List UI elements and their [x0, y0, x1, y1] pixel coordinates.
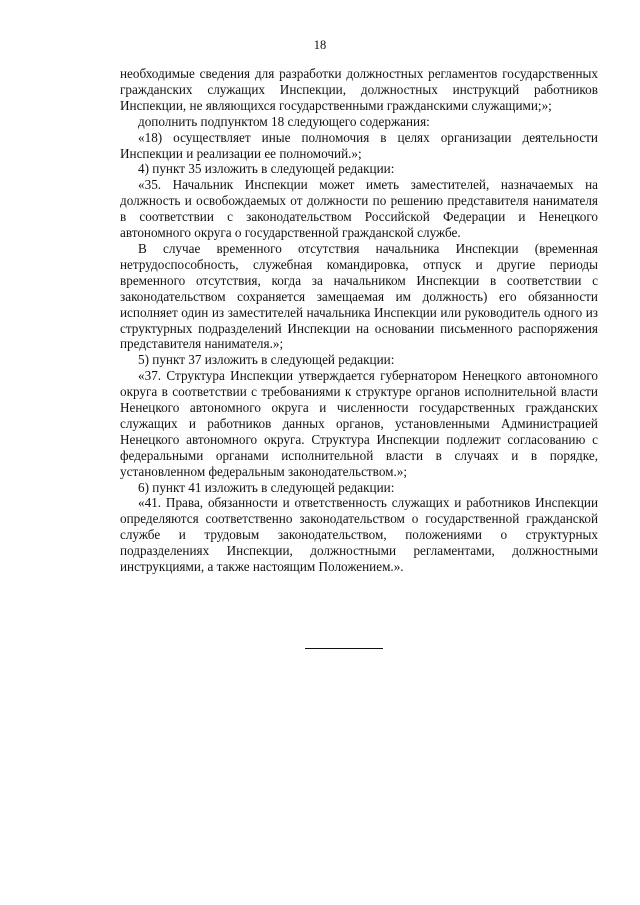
paragraph-4: 4) пункт 35 изложить в следующей редакции:	[138, 161, 395, 177]
paragraph-6: В случае временного отсутствия начальника Инспекции (временная нетрудоспособность, служебная командировка, отпуск и другие периоды временного отсутствия, когда за начальником Инспекции в соответствии с законодательством сохраняется замещаемая им должность) его обязанности исполняет один из заместителей начальника Инспекции или руководитель одного из структурных подразделений Инспекции на основании письменного распоряжения представителя нанимателя.»;	[120, 240, 598, 352]
paragraph-1: необходимые сведения для разработки должностных регламентов государственных гражданских служащих Инспекции, должностных инструкций работников Инспекции, не являющихся государственными гражданскими служащими;»;	[120, 66, 598, 113]
paragraph-2: дополнить подпунктом 18 следующего содержания:	[138, 113, 430, 129]
paragraph-7: 5) пункт 37 изложить в следующей редакции:	[138, 352, 395, 368]
document-body	[120, 66, 598, 575]
paragraph-9: 6) пункт 41 изложить в следующей редакции:	[138, 479, 395, 495]
paragraph-3: «18) осуществляет иные полномочия в целях организации деятельности Инспекции и реализации ее полномочий.»;	[120, 129, 598, 161]
page-number: 18	[313, 38, 327, 52]
closing-rule	[305, 648, 383, 649]
paragraph-10: «41. Права, обязанности и ответственность служащих и работников Инспекции определяются соответственно законодательством о государственной гражданской службе и трудовым законодательством, положениями о структурных подразделениях Инспекции, должностными регламентами, должностными инструкциями, а также настоящим Положением.».	[120, 495, 598, 575]
paragraph-8: «37. Структура Инспекции утверждается губернатором Ненецкого автономного округа в соответствии с требованиями к структуре органов исполнительной власти Ненецкого автономного округа и численности государственных гражданских служащих и работников данных органов, установленными Администрацией Ненецкого автономного округа. Структура Инспекции подлежит согласованию с федеральными органами исполнительной власти в случаях и в порядке, установленном федеральным законодательством.»;	[120, 368, 598, 479]
paragraph-5: «35. Начальник Инспекции может иметь заместителей, назначаемых на должность и освобождаемых от должности по решению представителя нанимателя в соответствии с законодательством Российской Федерации и Ненецкого автономного округа о государственной гражданской службе.	[120, 177, 598, 241]
